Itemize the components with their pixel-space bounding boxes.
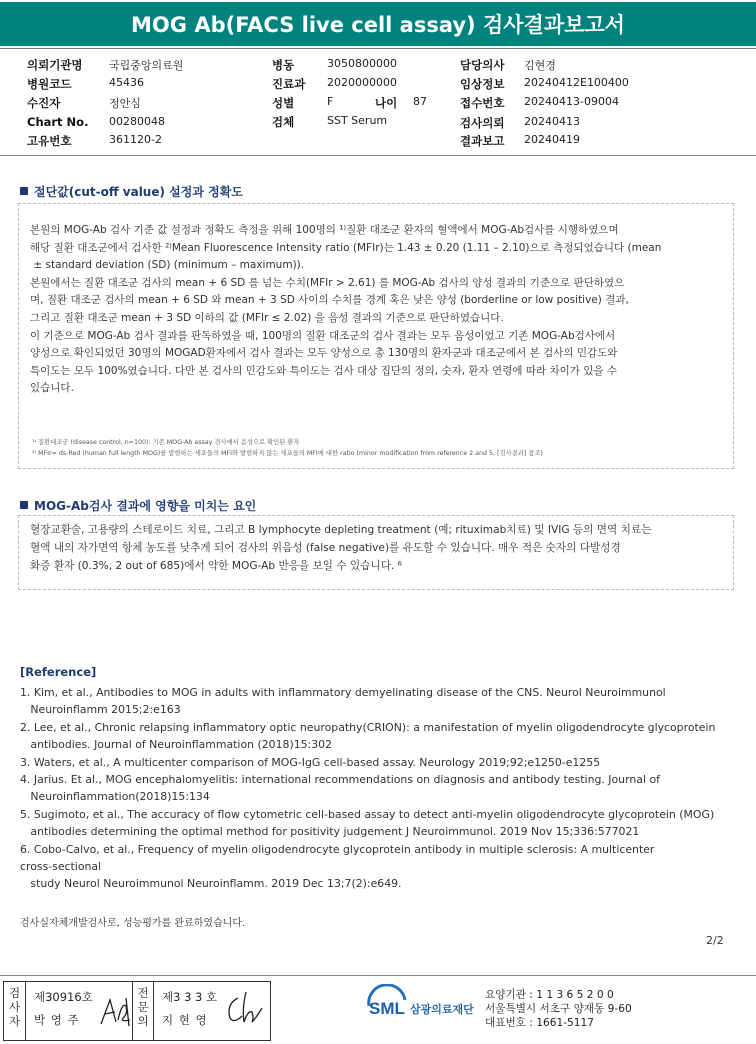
info-row <box>272 114 388 130</box>
logo-mark: SML <box>369 999 405 1018</box>
info-label: 임상정보 <box>460 77 505 91</box>
info-label: 병동 <box>272 58 295 72</box>
page-number: 2/2 <box>706 934 724 947</box>
footer-divider <box>0 975 756 976</box>
cutoff-body: 본원의 MOG-Ab 검사 기준 값 설정과 정확도 측정을 위해 100명의 ¹⁾질환 대조군 환자의 혈액에서 MOG-Ab검사를 시행하였으며 해당 질환 대조군에서 검사한 ²⁾Mean Fluorescence Intensity ratio (MFIr)는 1.43 ± 0.20 (1.11 – 2.10)으로 측정되었습니다 (mean ± standard deviation (SD) (minimum – maximum)). 본원에서는 질환 대조군 검사의 mean + 6 SD 를 넘는 수치(MFIr > 2.61) 를 MOG-Ab 검사의 양성 결과의 기준으로 판단하였으 며, 질환 대조군 검사의 mean + 6 SD 와 mean + 3 SD 사이의 수치를 경계 혹은 낮은 양성 (borderline or low positive) 결과, 그리고 질환 대조군 mean + 3 SD 이하의 값 (MFIr ≤ 2.02) 을 음성 결과의 기준으로 판단하였습니다. 이 기준으로 MOG-Ab 검사 결과를 판독하였을 때, 100명의 질환 대조군의 검사 결과는 모두 음성이었고 기존 MOG-Ab검사에서 양성으로 확인되었던 30명의 MOGAD환자에서 검사 결과는 모두 양성으로 총 130명의 환자군과 대조군에서 본 검사의 민감도와 특이도는 모두 100%였습니다. 다만 본 검사의 민감도와 특이도는 검사 대상 집단의 정의, 숫자, 환자 연령에 따라 차이가 있을 수 있습니다. <box>30 224 662 395</box>
info-label: 검사의뢰 <box>460 116 505 130</box>
lab-code: 요양기관 : 1 1 3 6 5 2 0 0 <box>485 989 614 1001</box>
info-value: 20240413 <box>524 115 580 128</box>
info-label: 결과보고 <box>460 134 505 148</box>
lab-info <box>485 988 632 1030</box>
section-title <box>20 183 243 200</box>
info-row <box>272 76 397 92</box>
sml-logo <box>365 984 483 1032</box>
specialist-license: 제3 3 3 호 <box>162 990 218 1004</box>
info-label: 진료과 <box>272 77 306 91</box>
specialist-signature <box>222 988 266 1032</box>
reference-list: 1. Kim, et al., Antibodies to MOG in adults with inflammatory demyelinating disease of the CNS. Neurol Neuroimmunol Neuroinflamm 2015;2:e163 2. Lee, et al., Chronic relapsing inflammatory optic neuropathy(CRION): a manifestation of myelin oligodendrocyte glycoprotein antibodies. Journal of Neuroinflammation (2018)15:302 3. Waters, et al., A multicenter comparison of MOG-IgG cell-based assay. Neurology 2019;92;e1250-e1255 4. Jarius. Et al., MOG encephalomyelitis: international recommendations on diagnosis and antibody testing. Journal of Neuroinflammation(2018)15:134 5. Sugimoto, et al., The accuracy of flow cytometric cell-based assay to detect anti-myelin oligodendrocyte glycoprotein (MOG) antibodies determining the optimal method for positivity judgement J Neuroimmunol. 2019 Nov 15;336:577021 6. Cobo-Calvo, et al., Frequency of myelin oligodendrocyte glycoprotein antibody in multiple sclerosis: A multicenter cross-sectional study Neurol Neuroimmunol Neuroinflamm. 2019 Dec 13;7(2):e649. <box>20 686 716 891</box>
info-value: 20240413-09004 <box>524 95 619 108</box>
info-value: 20240412E100400 <box>524 76 629 89</box>
info-row <box>460 57 556 73</box>
info-row <box>460 95 619 111</box>
info-value: 김현경 <box>524 59 556 72</box>
info-divider <box>0 155 756 156</box>
section-title <box>20 497 256 514</box>
info-label: 성별 <box>272 96 295 110</box>
info-label: 검체 <box>272 115 295 129</box>
specialist-label: 전 문 의 <box>132 982 154 1040</box>
info-row <box>272 57 397 73</box>
info-label: 병원코드 <box>27 77 72 91</box>
info-value: 20240419 <box>524 133 580 146</box>
examiner-signature <box>96 992 136 1032</box>
age-label: 나이 <box>375 96 398 110</box>
factors-body: 혈장교환술, 고용량의 스테로이드 치료, 그리고 B lymphocyte depleting treatment (예; rituximab치료) 및 IVIG 등의 면역 치료는 혈액 내의 자가면역 항체 농도를 낮추게 되어 검사의 위음성 (false negative)를 유도할 수 있습니다. 매우 적은 숫자의 다발성경 화증 환자 (0.3%, 2 out of 685)에서 약한 MOG-Ab 반응을 보일 수 있습니다. ⁶ <box>30 524 652 572</box>
info-row <box>27 57 184 73</box>
info-row <box>460 76 629 92</box>
bullet-square-icon <box>20 501 28 509</box>
info-label: 담당의사 <box>460 58 505 72</box>
info-value: F <box>327 95 334 108</box>
lab-address: 서울특별시 서초구 양재동 9-60 <box>485 1003 632 1015</box>
examiner-license: 제30916호 <box>34 990 93 1004</box>
examiner-label: 검 사 자 <box>4 982 26 1040</box>
bullet-square-icon <box>20 187 28 195</box>
header-divider <box>0 48 756 49</box>
section-title-text: 절단값(cut-off value) 설정과 정확도 <box>34 185 243 199</box>
footnote: ²⁾ MFIr= ds-Red (human full length MOG)를 발현하는 세포들의 MFI와 발현하지 않는 세포들의 MFI에 대한 ratio (minor modification from reference 2 and 5, [검사결과] 참조) <box>32 450 543 457</box>
signature-box <box>3 981 271 1041</box>
info-value: 정안심 <box>109 97 141 110</box>
info-row <box>375 95 427 111</box>
reference-title: [Reference] <box>20 665 97 679</box>
examiner-name: 박 영 주 <box>34 1013 80 1027</box>
info-label: 접수번호 <box>460 96 505 110</box>
info-value: 45436 <box>109 76 144 89</box>
info-row <box>27 95 141 111</box>
info-label: 의뢰기관명 <box>27 58 83 72</box>
info-row <box>460 115 580 131</box>
info-value: 00280048 <box>109 115 165 128</box>
info-row <box>272 95 334 111</box>
specialist-name: 지 현 영 <box>162 1013 208 1027</box>
info-value: 국립중앙의료원 <box>109 59 184 72</box>
info-row <box>27 115 165 129</box>
lab-phone: 대표번호 : 1661-5117 <box>485 1017 594 1029</box>
info-row <box>27 76 144 92</box>
age-value: 87 <box>413 95 427 108</box>
info-label: Chart No. <box>27 115 89 129</box>
info-label: 수진자 <box>27 96 61 110</box>
info-value: 3050800000 <box>327 57 397 70</box>
report-title: MOG Ab(FACS live cell assay) 검사결과보고서 <box>0 2 756 46</box>
info-value: 361120-2 <box>109 133 162 146</box>
footnote: ¹⁾ 질환대조군 (disease control, n=100): 기존 MOG-Ab assay 검사에서 음성으로 확인된 환자 <box>32 439 300 446</box>
info-value: 2020000000 <box>327 76 397 89</box>
logo-name: 삼광의료재단 <box>410 1003 474 1016</box>
info-row <box>27 133 162 149</box>
info-value: SST Serum <box>327 114 388 127</box>
info-label: 고유번호 <box>27 134 72 148</box>
section-title-text: MOG-Ab검사 결과에 영향을 미치는 요인 <box>34 499 257 513</box>
info-row <box>460 133 580 149</box>
validation-note: 검사실자체개발검사로, 성능평가를 완료하였습니다. <box>20 918 246 929</box>
sml-logo-icon <box>365 984 483 1028</box>
